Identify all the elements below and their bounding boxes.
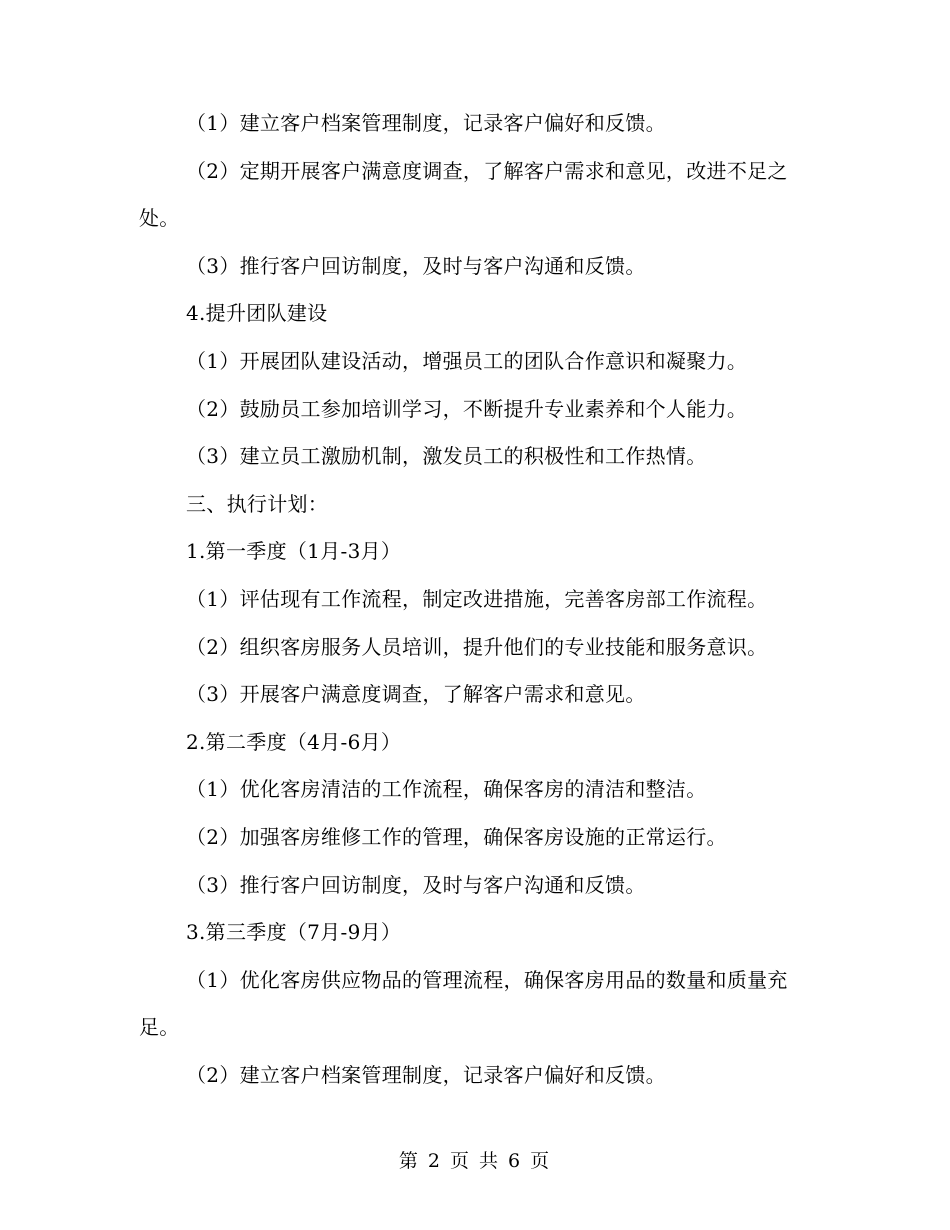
paragraph: （3）推行客户回访制度，及时与客户沟通和反馈。 bbox=[186, 872, 646, 897]
paragraph: （1）优化客房清洁的工作流程，确保客房的清洁和整洁。 bbox=[186, 777, 707, 802]
paragraph: （1）开展团队建设活动，增强员工的团队合作意识和凝聚力。 bbox=[186, 348, 748, 373]
paragraph: （1）评估现有工作流程，制定改进措施，完善客房部工作流程。 bbox=[186, 586, 768, 611]
paragraph: （2）定期开展客户满意度调查，了解客户需求和意见，改进不足之处。 bbox=[139, 158, 788, 231]
section-heading: 3.第三季度（7月-9月） bbox=[186, 920, 402, 945]
paragraph: （1）优化客房供应物品的管理流程，确保客房用品的数量和质量充足。 bbox=[139, 967, 788, 1040]
paragraph: （2）建立客户档案管理制度，记录客户偏好和反馈。 bbox=[186, 1062, 666, 1087]
paragraph: （3）开展客户满意度调查，了解客户需求和意见。 bbox=[186, 682, 646, 707]
paragraph: （2）加强客房维修工作的管理，确保客房设施的正常运行。 bbox=[186, 824, 727, 849]
paragraph: （2）组织客房服务人员培训，提升他们的专业技能和服务意识。 bbox=[186, 634, 768, 659]
paragraph: （1）建立客户档案管理制度，记录客户偏好和反馈。 bbox=[186, 111, 666, 135]
paragraph: （3）建立员工激励机制，激发员工的积极性和工作热情。 bbox=[186, 444, 707, 469]
section-heading: 1.第一季度（1月-3月） bbox=[186, 539, 402, 564]
page-number-footer: 第 2 页 共 6 页 bbox=[398, 1150, 552, 1172]
paragraph: （2）鼓励员工参加培训学习，不断提升专业素养和个人能力。 bbox=[186, 396, 748, 421]
paragraph: （3）推行客户回访制度，及时与客户沟通和反馈。 bbox=[186, 253, 646, 278]
document-body bbox=[139, 100, 811, 1099]
section-heading: 4.提升团队建设 bbox=[186, 301, 328, 326]
section-heading: 2.第二季度（4月-6月） bbox=[186, 729, 402, 754]
section-heading: 三、执行计划： bbox=[186, 491, 329, 516]
